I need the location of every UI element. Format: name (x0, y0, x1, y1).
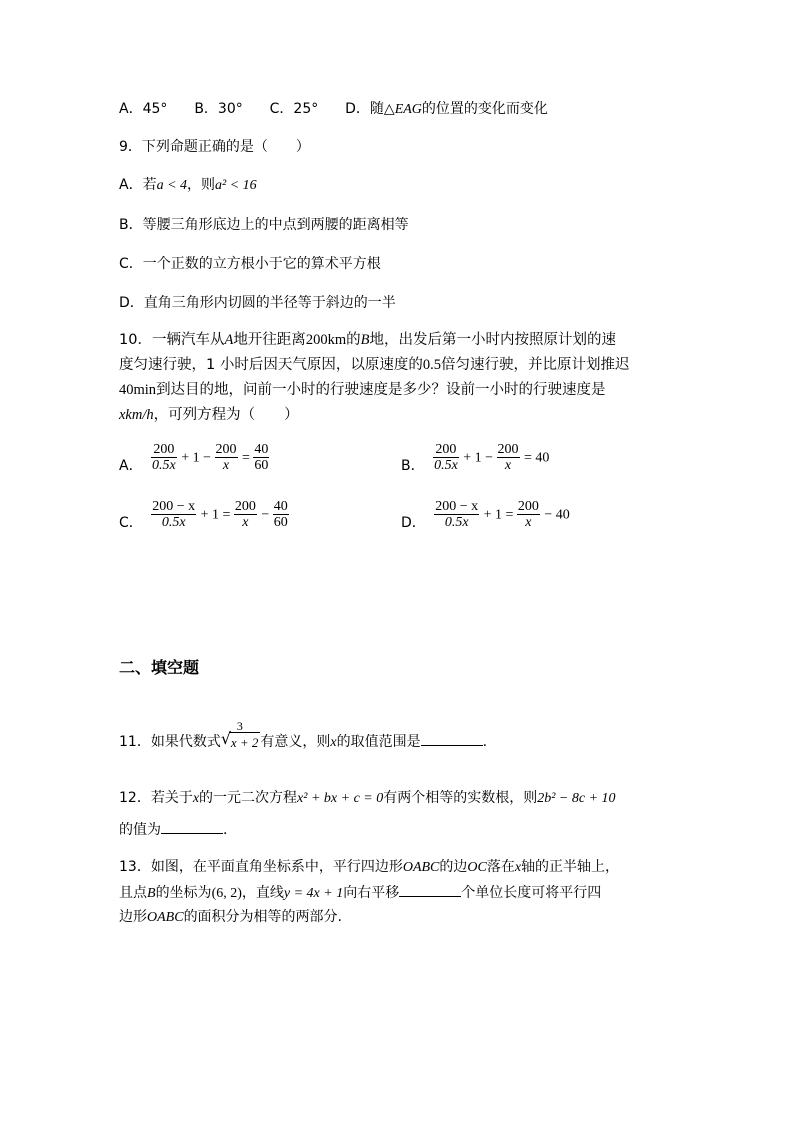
q13-side: OC (467, 860, 487, 875)
q13-shape: OABC (402, 860, 440, 875)
q11 (119, 718, 488, 753)
q10-l4-b: ，可列方程为（ ） (153, 407, 299, 423)
q10-speed-unit: xkm/h (119, 407, 154, 423)
q12-equation: x² + bx + c = 0 (297, 791, 384, 806)
q10-factor: 0.5 (422, 357, 441, 373)
q10-b-f1-d: 0.5x (434, 458, 458, 473)
q11-radical-index: 3 (236, 718, 243, 733)
q10-a-frac1 (151, 442, 177, 473)
q10-a-label: A． (119, 457, 143, 474)
q10-a-f3-n: 40 (254, 442, 269, 457)
q9-a-mid: ，则 (187, 177, 216, 193)
q10-point-b: B (360, 332, 370, 348)
q13-answer-blank[interactable] (399, 882, 461, 897)
q10-c-f2-n: 200 (234, 499, 256, 514)
q11-radical (220, 718, 261, 753)
q10-b-frac2 (497, 442, 520, 473)
q12-expression: 2b² − 8c + 10 (537, 791, 616, 806)
q9-option-a (119, 175, 257, 196)
q10-line1 (119, 330, 616, 350)
q10-l3-b: 到达目的地，问前一小时的行驶速度是多少？设前一小时的行驶速度是 (156, 382, 606, 398)
q10-option-c (119, 499, 289, 530)
q11-end: . (482, 734, 488, 750)
q11-answer-blank[interactable] (421, 731, 483, 746)
q8-options (119, 99, 548, 120)
q13-shape-2: OABC (147, 910, 184, 925)
q13-l2-b: 的坐标为 (155, 885, 212, 901)
q10-l1-d: 地，出发后第一小时内按照原计划的速 (369, 332, 616, 348)
q8-option-b: B．30° (194, 101, 243, 117)
q8-option-d-suffix: 的位置的变化而变化 (421, 101, 548, 117)
q10-d-f2-n: 200 (517, 499, 539, 514)
q8-option-d-var: EAG (394, 102, 422, 117)
q12-prefix: 12．若关于 (119, 790, 193, 806)
q12-mid2: 有两个相等的实数根，则 (383, 790, 538, 806)
q10-c-mid: + 1 = (200, 507, 234, 523)
q12-end: . (223, 822, 228, 838)
q10-b-f1-n: 200 (433, 442, 459, 458)
q10-c-frac2 (234, 499, 257, 530)
q11-radicand: x + 2 (229, 732, 261, 753)
q13-axis: x (514, 860, 522, 875)
q9-a-concl: a² < 16 (215, 178, 257, 193)
q10-d-frac1 (434, 499, 479, 530)
q10-option-d (401, 499, 570, 530)
q10-a-eq: = (241, 450, 254, 466)
q13-l3-b: 的面积分为相等的两部分. (183, 909, 343, 925)
q10-d-tail: − 40 (544, 507, 570, 523)
q10-d-label: D． (401, 514, 426, 531)
q13-l2-d: 向右平移 (343, 885, 400, 901)
q13-l1-b: 的边 (439, 859, 468, 875)
q8-option-a: A．45° (119, 101, 168, 117)
q10-line2 (119, 355, 629, 375)
q10-d-mid: + 1 = (483, 507, 517, 523)
q10-d-frac2 (517, 499, 540, 530)
q11-var: x (330, 735, 337, 750)
q10-l1-b: 地开往距离 (233, 332, 306, 348)
q13-l1-a: 13．如图，在平面直角坐标系中，平行四边形 (119, 859, 403, 875)
q12-mid: 的一元二次方程 (199, 790, 298, 806)
q13-l1-d: 轴的正半轴上， (521, 859, 620, 875)
q9-a-cond: a < 4 (156, 178, 188, 193)
q10-c-frac1 (151, 499, 196, 530)
q10-c-eq: − (261, 507, 273, 523)
q10-a-f3-d: 60 (254, 458, 269, 473)
q10-c-f3-n: 40 (273, 499, 288, 514)
q10-distance: 200km (305, 332, 347, 348)
q10-option-b (401, 442, 549, 473)
q10-l2-b: 倍匀速行驶，并比原计划推迟 (440, 357, 630, 373)
q10-b-frac1 (433, 442, 459, 473)
q10-b-tail: = 40 (523, 450, 550, 466)
q10-a-frac3 (253, 442, 269, 473)
q11-suffix: 的取值范围是 (336, 734, 421, 750)
q10-c-f1-n: 200 − x (152, 499, 196, 514)
q10-delay: 40min (119, 382, 157, 398)
q13-l2-e: 个单位长度可将平行四 (461, 885, 602, 901)
q10-d-f1-n: 200 − x (435, 499, 479, 514)
q13-l1-c: 落在 (486, 859, 515, 875)
q10-c-f3-d: 60 (273, 515, 288, 530)
q10-line4 (119, 405, 299, 425)
q12-var: x (192, 791, 200, 806)
q10-a-f1-n: 200 (151, 442, 177, 458)
radical-sign-icon: √ (220, 728, 232, 748)
q10-a-mid: + 1 − (181, 450, 215, 466)
q10-b-f2-d: x (504, 458, 512, 473)
q12-answer-blank[interactable] (161, 819, 223, 834)
q12-line2-text: 的值为 (119, 822, 161, 838)
q10-b-label: B． (401, 457, 425, 474)
q9-a-prefix: A．若 (119, 177, 157, 193)
q10-b-f2-n: 200 (497, 442, 519, 457)
q13-l2-c: ，直线 (241, 885, 284, 901)
q8-option-d-prefix: D．随△ (345, 101, 395, 117)
q9-option-d: D．直角三角形内切圆的半径等于斜边的一半 (119, 295, 396, 311)
q13-line-eq: y = 4x + 1 (283, 886, 344, 901)
q11-mid: 有意义，则 (260, 734, 331, 750)
q10-c-frac3 (273, 499, 289, 530)
q10-l1-c: 的 (346, 332, 361, 348)
q13-line2 (119, 882, 601, 904)
q10-c-label: C． (119, 514, 143, 531)
q9-option-b: B．等腰三角形底边上的中点到两腰的距离相等 (119, 217, 409, 233)
q9-option-c: C．一个正数的立方根小于它的算术平方根 (119, 256, 381, 272)
q8-option-c: C．25° (269, 101, 319, 117)
q10-a-frac2 (215, 442, 238, 473)
q10-point-a: A (224, 332, 234, 348)
q10-c-f1-d: 0.5x (161, 515, 186, 530)
q10-d-f1-d: 0.5x (444, 515, 469, 530)
q9-stem: 9．下列命题正确的是（ ） (119, 139, 310, 155)
q10-d-f2-d: x (525, 515, 532, 530)
q10-l1-a: 10．一辆汽车从 (119, 332, 225, 348)
q10-a-f2-n: 200 (215, 442, 237, 457)
q13-l2-a: 且点 (119, 885, 147, 901)
q11-prefix: 11．如果代数式 (119, 734, 221, 750)
q10-line3 (119, 380, 606, 400)
q10-option-a (119, 442, 269, 473)
q13-line1 (119, 857, 619, 878)
q10-a-f1-d: 0.5x (152, 458, 176, 473)
section-heading: 二、填空题 (119, 658, 200, 677)
q12-line2 (119, 819, 227, 840)
q13-coord: (6, 2) (211, 886, 242, 901)
q13-point-b: B (147, 886, 156, 901)
q10-l2-a: 度匀速行驶，1 小时后因天气原因，以原速度的 (119, 357, 423, 373)
q10-b-mid: + 1 − (463, 450, 497, 466)
q10-a-f2-d: x (222, 458, 230, 473)
q12-line1 (119, 788, 616, 809)
q13-line3 (119, 907, 342, 928)
q13-l3-a: 边形 (119, 909, 147, 925)
q10-c-f2-d: x (242, 515, 249, 530)
